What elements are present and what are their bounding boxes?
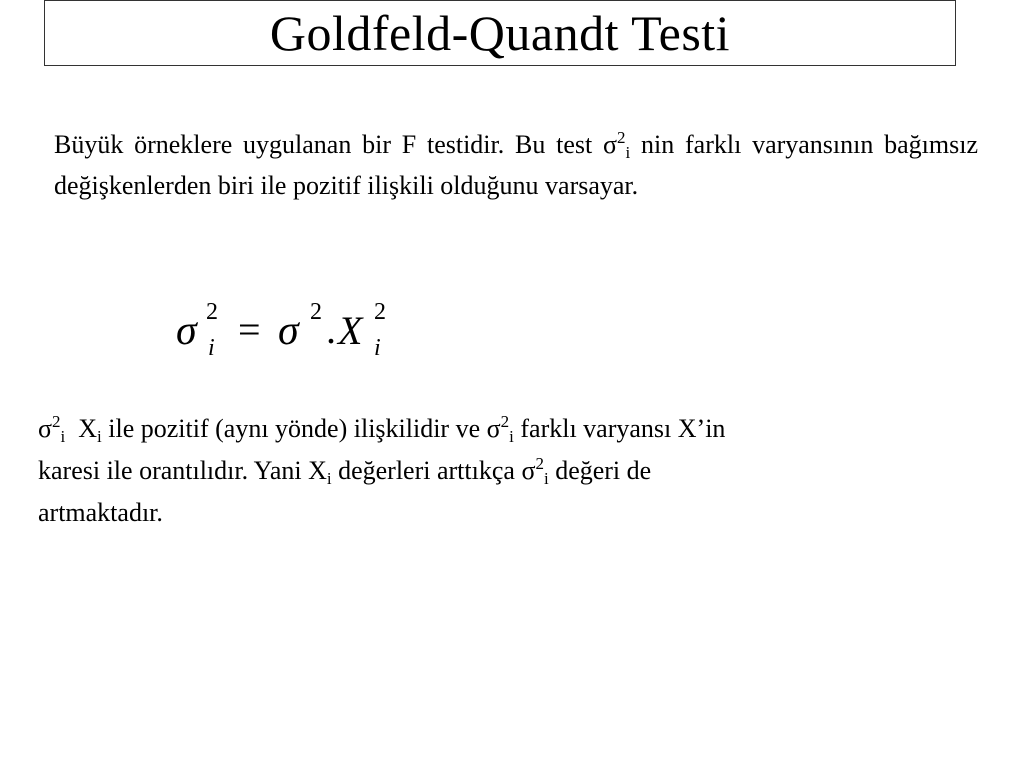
- subscript-i: i: [60, 427, 66, 446]
- line1-text: ile pozitif (aynı yönde) ilişkilidir ve: [108, 414, 487, 443]
- sigma-symbol: σ: [38, 414, 53, 443]
- intro-text-a: Büyük örneklere uygulanan bir F testidir. Bu test: [54, 130, 603, 159]
- subscript-i: i: [625, 143, 631, 162]
- title-box: [44, 0, 956, 66]
- line1-text-end: farklı varyansı X’in: [513, 414, 726, 443]
- eq-sub-i-x: i: [374, 335, 381, 361]
- superscript-2: 2: [500, 412, 510, 431]
- explanation-line-3: [38, 492, 998, 534]
- explanation-line-2: [38, 450, 998, 492]
- eq-sigma-left: σ: [176, 308, 197, 354]
- line2-text-end: değeri de: [548, 456, 652, 485]
- eq-sigma-right: σ: [278, 308, 299, 354]
- eq-dot: .: [326, 307, 336, 352]
- superscript-2: 2: [52, 412, 61, 431]
- eq-x: X: [338, 308, 363, 353]
- eq-sup-2-x: 2: [374, 299, 386, 325]
- eq-sup-2-right: 2: [310, 299, 322, 325]
- eq-equals: =: [238, 307, 261, 352]
- sigma-symbol: σ: [486, 414, 501, 443]
- sigma-symbol: σ: [603, 130, 618, 159]
- equation: [176, 296, 416, 366]
- subscript-i: i: [509, 427, 514, 446]
- explanation-line-1: [38, 408, 998, 450]
- slide-title: Goldfeld-Quandt Testi: [269, 5, 731, 61]
- paragraph-intro: [54, 124, 978, 206]
- line2-text: karesi ile orantılıdır. Yani X: [38, 456, 327, 485]
- superscript-2: 2: [535, 454, 544, 473]
- subscript-i: i: [326, 469, 332, 488]
- subscript-i: i: [97, 427, 102, 446]
- x-variable: X: [78, 414, 98, 443]
- subscript-i: i: [543, 469, 549, 488]
- sigma-symbol: σ: [521, 456, 536, 485]
- paragraph-explanation: [38, 408, 998, 534]
- eq-sub-i-left: i: [208, 335, 215, 361]
- line3-text: artmaktadır.: [38, 498, 163, 527]
- superscript-2: 2: [617, 128, 626, 147]
- intro-text-b: nin farklı varyansının bağımsız değişkenlerden biri ile pozitif ilişkili olduğunu varsayar.: [54, 130, 979, 200]
- line2-text-mid: değerleri arttıkça: [331, 456, 522, 485]
- eq-sup-2-left: 2: [206, 299, 218, 325]
